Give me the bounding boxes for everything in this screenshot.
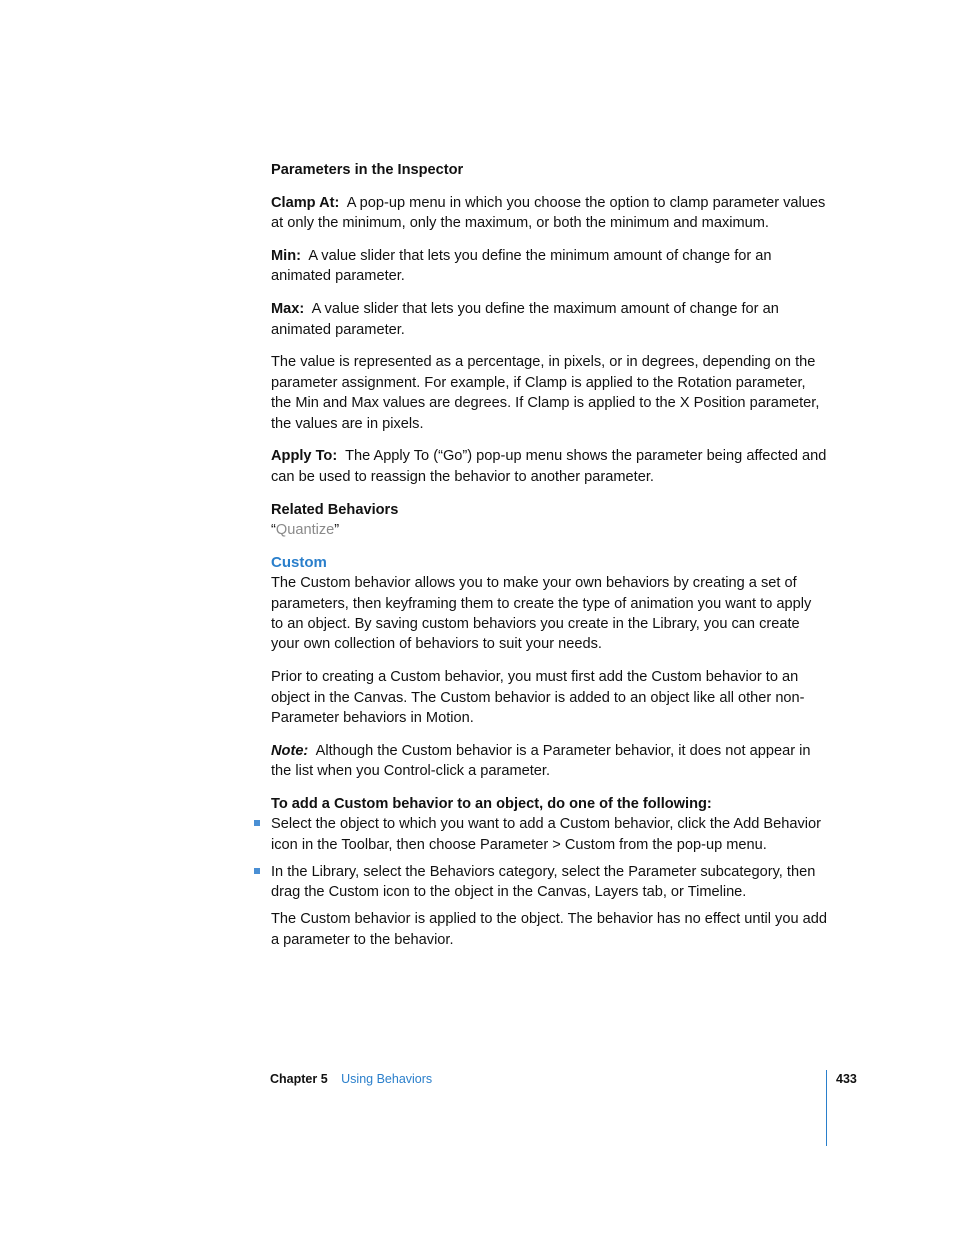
list-item (271, 862, 827, 903)
custom-heading: Custom (271, 553, 327, 571)
clamp-at-entry (271, 193, 827, 234)
result-paragraph: The Custom behavior is applied to the object. The behavior has no effect until you add a parameter to the behavior. (271, 911, 827, 948)
page-content (271, 160, 827, 950)
min-term: Min: (271, 248, 301, 264)
clamp-at-desc: A pop-up menu in which you choose the option to clamp parameter values at only the minimum, only the maximum, or both the minimum and maximum. (271, 194, 826, 232)
note-text: Although the Custom behavior is a Parameter behavior, it does not appear in the list when you Control-click a parameter. (271, 742, 811, 780)
chapter-label: Chapter 5 (270, 1072, 328, 1086)
related-list (271, 520, 827, 540)
close-quote: ” (334, 522, 340, 539)
list-item-text: Select the object to which you want to add a Custom behavior, click the Add Behavior icon in the Toolbar, then choose Parameter > Custom from the pop-up menu. (271, 816, 822, 853)
task-steps (271, 814, 827, 902)
min-entry (271, 246, 827, 287)
min-desc: A value slider that lets you define the minimum amount of change for an animated parameter. (271, 248, 772, 285)
apply-to-term: Apply To: (271, 448, 338, 465)
page-footer (270, 1072, 432, 1086)
custom-paragraph-2: Prior to creating a Custom behavior, you must first add the Custom behavior to an object in the Canvas. The Custom behavior is added to an object like all other non-Parameter behaviors in Motion. (271, 669, 805, 727)
custom-paragraph-1: The Custom behavior allows you to make your own behaviors by creating a set of parameters, then keyframing them to create the type of animation you want to apply to an object. By saving custom behaviors you create in the Library, you can create your own collection of behaviors to suit your needs. (271, 575, 812, 653)
value-paragraph: The value is represented as a percentage, in pixels, or in degrees, depending on the parameter assignment. For example, if Clamp is applied to the Rotation parameter, the Min and Max values are degrees. If Clamp is applied to the X Position parameter, the values are in pixels. (271, 354, 820, 432)
footer-divider (826, 1070, 827, 1146)
inspector-heading: Parameters in the Inspector (271, 162, 464, 178)
related-heading: Related Behaviors (271, 501, 399, 518)
max-desc: A value slider that lets you define the maximum amount of change for an animated parameter. (271, 301, 779, 338)
clamp-at-term: Clamp At: (271, 194, 340, 211)
open-quote: “ (271, 522, 276, 539)
list-item-text: In the Library, select the Behaviors category, select the Parameter subcategory, then drag the Custom icon to the object in the Canvas, Layers tab, or Timeline. (271, 863, 816, 901)
list-item (271, 814, 827, 855)
note (271, 741, 827, 782)
square-bullet-icon (254, 868, 260, 874)
square-bullet-icon (254, 820, 260, 826)
chapter-title-link[interactable]: Using Behaviors (341, 1072, 433, 1086)
page-number: 433 (836, 1072, 857, 1086)
max-entry (271, 299, 827, 340)
max-term: Max: (271, 301, 305, 318)
apply-to-entry (271, 446, 827, 487)
note-term: Note: (271, 742, 309, 759)
related-link-quantize[interactable]: Quantize (275, 522, 335, 539)
task-heading: To add a Custom behavior to an object, do one of the following: (271, 796, 712, 813)
apply-to-desc: The Apply To (“Go”) pop-up menu shows the parameter being affected and can be used to reassign the behavior to another parameter. (271, 448, 827, 485)
